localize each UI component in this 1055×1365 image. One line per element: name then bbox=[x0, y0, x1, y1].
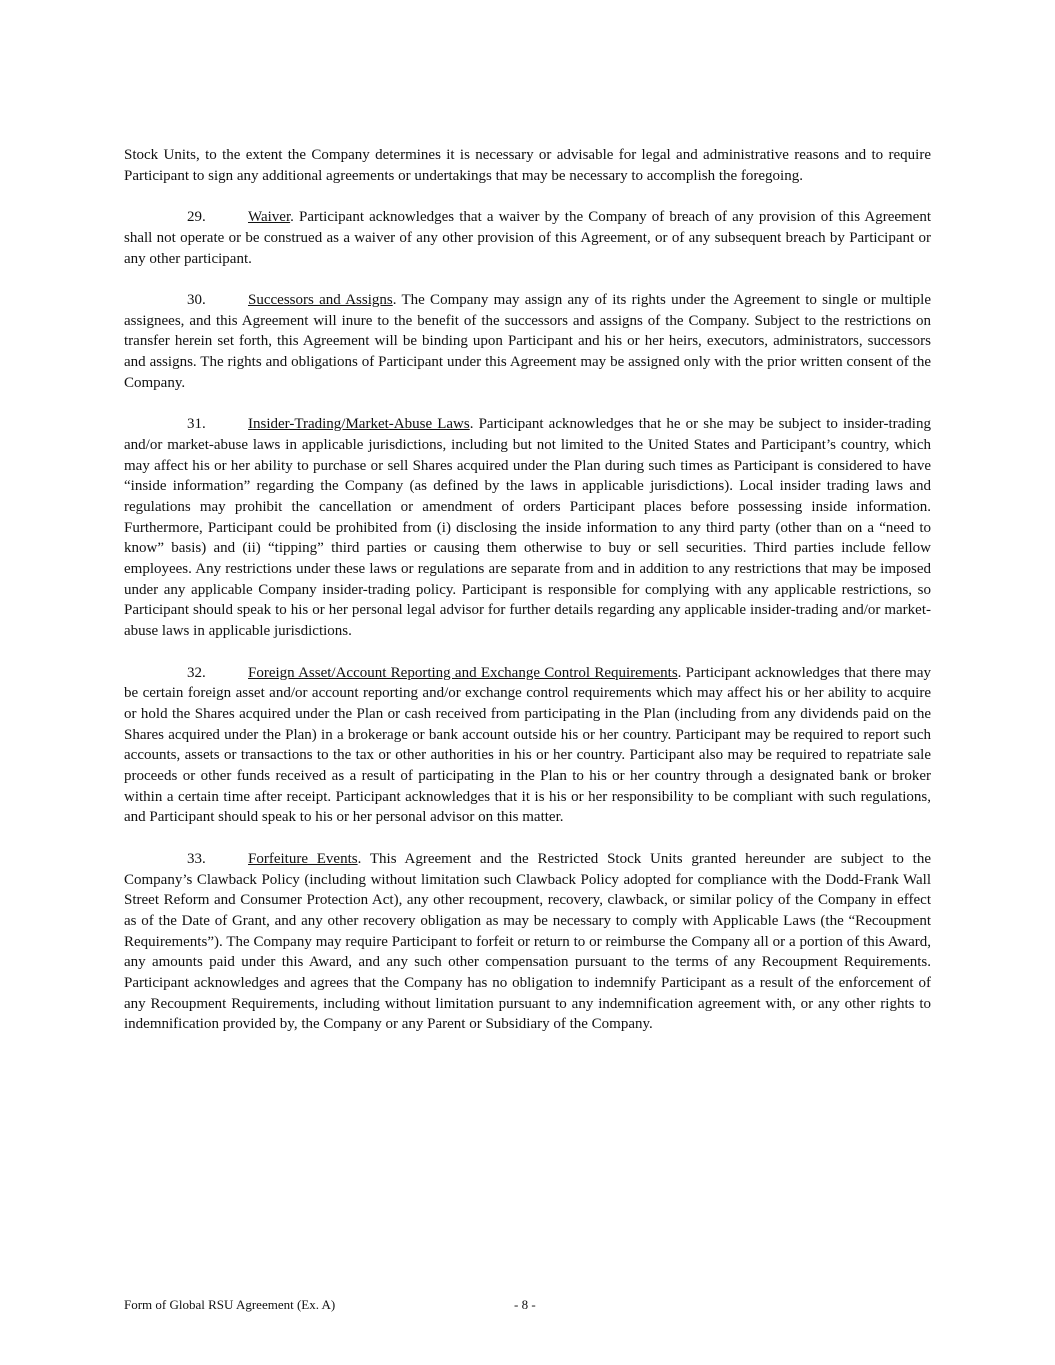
section-heading: Forfeiture Events bbox=[248, 850, 358, 867]
section-body: . Participant acknowledges that a waiver by the Company of breach of any provision of this Agreement shall not operate or be construed as a waiver of any other provision of this Agreement, or of any subsequent breach by Participant or any other participant. bbox=[124, 209, 931, 267]
section-body: . Participant acknowledges that there may be certain foreign asset and/or account reporting and/or exchange control requirements which may affect his or her ability to acquire or hold the Shares acquired under the Plan or cash received from participating in the Plan (including from any dividends paid on the Shares acquired under the Plan) in a brokerage or bank account outside his or her country. Participant may be required to report such accounts, assets or transactions to the tax or other authorities in his or her country. Participant also may be required to repatriate sale proceeds or other funds received as a result of participating in the Plan to his or her country through a designated bank or broker within a certain time after receipt. Participant acknowledges that it is his or her responsibility to be compliant with such regulations, and Participant should speak to his or her personal advisor on this matter. bbox=[124, 664, 931, 826]
section-29 bbox=[124, 207, 931, 269]
section-33 bbox=[124, 849, 931, 1035]
section-number: 29. bbox=[187, 209, 206, 226]
section-31 bbox=[124, 414, 931, 642]
section-32 bbox=[124, 663, 931, 829]
document-body bbox=[124, 145, 931, 1056]
section-heading: Successors and Assigns bbox=[248, 291, 393, 308]
section-number: 30. bbox=[187, 291, 206, 308]
section-number: 32. bbox=[187, 664, 206, 681]
section-30 bbox=[124, 290, 931, 394]
section-heading: Foreign Asset/Account Reporting and Exchange Control Requirements bbox=[248, 664, 678, 681]
footer-page-number: - 8 - bbox=[514, 1297, 536, 1312]
section-number: 31. bbox=[187, 416, 206, 433]
section-body: . This Agreement and the Restricted Stock Units granted hereunder are subject to the Company’s Clawback Policy (including without limitation such Clawback Policy adopted for compliance with the Dodd-Frank Wall Street Reform and Consumer Protection Act), any other recoupment, recovery, clawback, or similar policy of the Company in effect as of the Date of Grant, and any other recovery obligation as may be necessary to comply with Applicable Laws (the “Recoupment Requirements”). The Company may require Participant to forfeit or return to or reimburse the Company all or a portion of this Award, any amounts paid under this Award, and any such other compensation pursuant to the terms of any Recoupment Requirements. Participant acknowledges and agrees that the Company has no obligation to indemnify Participant as a result of the enforcement of any Recoupment Requirements, including without limitation pursuant to any indemnification agreement with, or any other rights to indemnification provided by, the Company or any Parent or Subsidiary of the Company. bbox=[124, 850, 931, 1033]
section-body: . Participant acknowledges that he or she may be subject to insider-trading and/or market-abuse laws in applicable jurisdictions, including but not limited to the United States and Participant’s country, which may affect his or her ability to purchase or sell Shares acquired under the Plan during such times as Participant is considered to have “inside information” regarding the Company (as defined by the laws in applicable jurisdictions). Local insider trading laws and regulations may prohibit the cancellation or amendment of orders Participant places before possessing inside information. Furthermore, Participant could be prohibited from (i) disclosing the inside information to any third party (other than on a “need to know” basis) and (ii) “tipping” third parties or causing them otherwise to buy or sell securities. Third parties include fellow employees. Any restrictions under these laws or regulations are separate from and in addition to any restrictions that may be imposed under any applicable Company insider-trading policy. Participant is responsible for complying with any applicable restrictions, so Participant should speak to his or her personal legal advisor for further details regarding any applicable insider-trading and/or market-abuse laws in applicable jurisdictions. bbox=[124, 416, 931, 640]
section-heading: Waiver bbox=[248, 209, 291, 226]
section-body: . The Company may assign any of its rights under the Agreement to single or multiple assignees, and this Agreement will inure to the benefit of the successors and assigns of the Company. Subject to the restrictions on transfer herein set forth, this Agreement will be binding upon Participant and his or her heirs, executors, administrators, successors and assigns. The rights and obligations of Participant under this Agreement may be assigned only with the prior written consent of the Company. bbox=[124, 291, 931, 391]
section-number: 33. bbox=[187, 850, 206, 867]
footer-form-name: Form of Global RSU Agreement (Ex. A) bbox=[124, 1297, 336, 1312]
section-heading: Insider-Trading/Market-Abuse Laws bbox=[248, 416, 470, 433]
continuation-paragraph: Stock Units, to the extent the Company determines it is necessary or advisable for legal and administrative reasons and to require Participant to sign any additional agreements or undertakings that may be necessary to accomplish the foregoing. bbox=[124, 147, 931, 184]
